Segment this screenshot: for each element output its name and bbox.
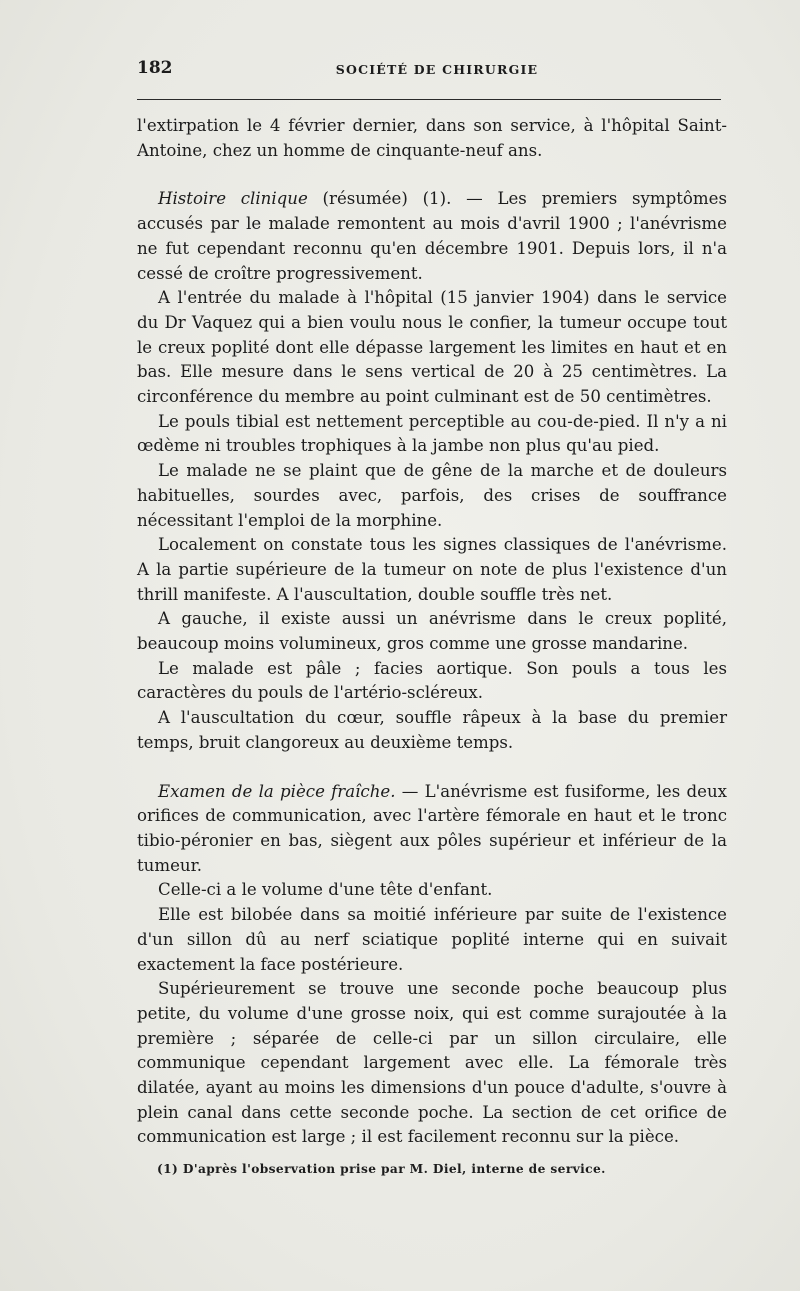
paragraph-text: A l'entrée du malade à l'hôpital (15 janvier 1904) dans le service du Dr Vaquez qui a bien voulu nous le confier, la tumeur occupe tout le creux poplité dont elle dépasse largement les limites en haut et en bas. Elle mesure dans le sens vertical de 20 à 25 centimètres. La circonférence du membre au point culminant est de 50 centimètres. — [137, 288, 727, 407]
paragraph — [137, 533, 727, 607]
running-title: SOCIÉTÉ DE CHIRURGIE — [335, 62, 539, 77]
paragraph — [137, 607, 727, 656]
paragraph — [137, 459, 727, 533]
paragraph-text: Celle-ci a le volume d'une tête d'enfant. — [158, 880, 493, 900]
paragraph-histoire-clinique — [137, 187, 727, 286]
running-head — [137, 58, 727, 82]
page-number: 182 — [137, 58, 173, 78]
section-heading: Histoire clinique — [158, 189, 308, 209]
paragraph — [137, 286, 727, 410]
paragraph — [137, 114, 727, 163]
paragraph-text: — L'anévrisme est fusiforme, les deux orifices de communication, avec l'artère fémorale en haut et le tronc tibio-péronier en bas, siègent aux pôles supérieur et inférieur de la tumeur. — [137, 781, 727, 875]
paragraph — [137, 706, 727, 755]
paragraph — [137, 410, 727, 459]
paragraph — [137, 657, 727, 706]
paragraph-text: Supérieurement se trouve une seconde poche beaucoup plus petite, du volume d'une grosse noix, qui est comme surajoutée à la première ; séparée de celle-ci par un sillon circulaire, elle communique cependant largement avec elle. La fémorale très dilatée, ayant au moins les dimensions d'un pouce d'adulte, s'ouvre à plein canal dans cette seconde poche. La section de cet orifice de communication est large ; il est facilement reconnu sur la pièce. — [137, 979, 727, 1147]
paragraph — [137, 977, 727, 1150]
header-rule — [137, 99, 721, 100]
paragraph-text: (résumée) (1). — Les premiers symptômes accusés par le malade remontent au mois d'avril 1900 ; l'anévrisme ne fut cependant reconnu qu'en décembre 1901. Depuis lors, il n'a cessé de croître progressivement. — [137, 189, 727, 283]
paragraph-text: A l'auscultation du cœur, souffle râpeux à la base du premier temps, bruit clangoreux au deuxième temps. — [137, 708, 727, 752]
paragraph — [137, 878, 727, 903]
paragraph-text: A gauche, il existe aussi un anévrisme dans le creux poplité, beaucoup moins volumineux, gros comme une grosse mandarine. — [137, 609, 727, 654]
paragraph-text: l'extirpation le 4 février dernier, dans son service, à l'hôpital Saint-Antoine, chez un homme de cinquante-neuf ans. — [137, 116, 727, 160]
paragraph — [137, 903, 727, 977]
section-heading: Examen de la pièce fraîche. — [158, 781, 396, 801]
paragraph-text: Localement on constate tous les signes classiques de l'anévrisme. A la partie supérieure de la tumeur on note de plus l'existence d'un thrill manifeste. A l'auscultation, double souffle très net. — [137, 535, 727, 604]
footnote: (1) D'après l'observation prise par M. Diel, interne de service. — [157, 1162, 606, 1176]
paragraph-text: Elle est bilobée dans sa moitié inférieure par suite de l'existence d'un sillon dû au nerf sciatique poplité interne qui en suivait exactement la face postérieure. — [137, 905, 727, 974]
paragraph-examen-piece — [137, 780, 727, 879]
paragraph-text: Le malade ne se plaint que de gêne de la marche et de douleurs habituelles, sourdes avec, parfois, des crises de souffrance nécessitant l'emploi de la morphine. — [137, 461, 727, 530]
paragraph-text: Le pouls tibial est nettement perceptible au cou-de-pied. Il n'y a ni œdème ni troubles trophiques à la jambe non plus qu'au pied. — [137, 411, 727, 456]
body-text — [137, 114, 727, 1150]
paragraph-text: Le malade est pâle ; facies aortique. Son pouls a tous les caractères du pouls de l'artério-scléreux. — [137, 658, 727, 703]
